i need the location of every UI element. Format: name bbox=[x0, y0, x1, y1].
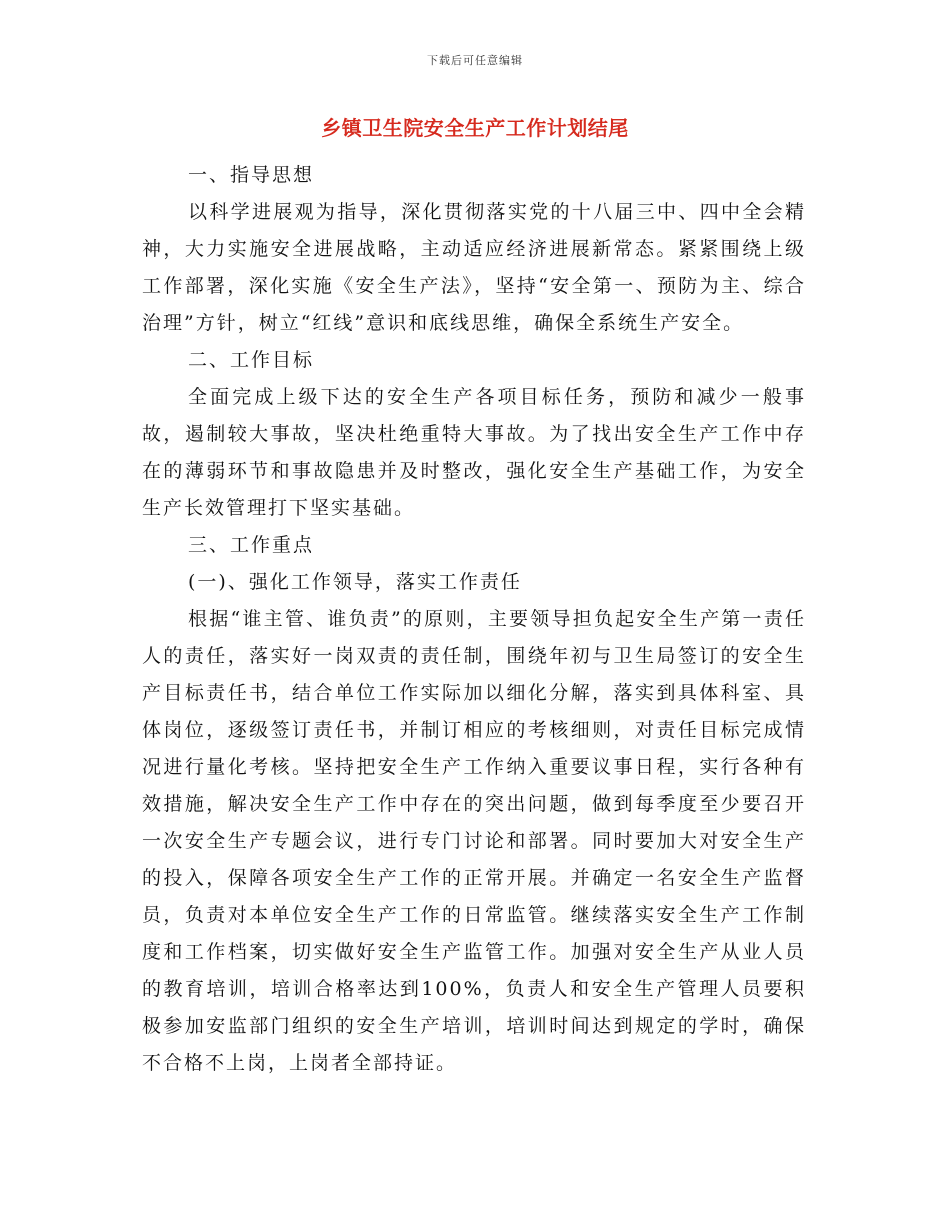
paragraph-leadership: 根据“谁主管、谁负责”的原则，主要领导担负起安全生产第一责任人的责任，落实好一岗双责的责任制，围绕年初与卫生局签订的安全生产目标责任书，结合单位工作实际加以细化分解，落实到具体科室、具体岗位，逐级签订责任书，并制订相应的考核细则，对责任目标完成情况进行量化考核。坚持把安全生产工作纳入重要议事日程，实行各种有效措施，解决安全生产工作中存在的突出问题，做到每季度至少要召开一次安全生产专题会议，进行专门讨论和部署。同时要加大对安全生产的投入，保障各项安全生产工作的正常开展。并确定一名安全生产监督员，负责对本单位安全生产工作的日常监管。继续落实安全生产工作制度和工作档案，切实做好安全生产监管工作。加强对安全生产从业人员的教育培训，培训合格率达到100%，负责人和安全生产管理人员要积极参加安监部门组织的安全生产培训，培训时间达到规定的学时，确保不合格不上岗，上岗者全部持证。 bbox=[142, 608, 806, 1074]
paragraph-guiding-ideology: 以科学进展观为指导，深化贯彻落实党的十八届三中、四中全会精神，大力实施安全进展战略，主动适应经济进展新常态。紧紧围绕上级工作部署，深化实施《安全生产法》，坚持“安全第一、预防为主、综合治理”方针，树立“红线”意识和底线思维，确保全系统生产安全。 bbox=[142, 201, 806, 334]
subsection-heading-leadership: (一)、强化工作领导，落实工作责任 bbox=[188, 571, 522, 593]
section-heading-work-focus: 三、工作重点 bbox=[188, 534, 315, 556]
page-header: 下载后可任意编辑 bbox=[427, 54, 523, 67]
section-heading-guiding-ideology: 一、指导思想 bbox=[188, 164, 315, 186]
document-body bbox=[142, 157, 806, 1082]
section-heading-work-goals: 二、工作目标 bbox=[188, 349, 315, 371]
document-title: 乡镇卫生院安全生产工作计划结尾 bbox=[321, 116, 629, 140]
paragraph-work-goals: 全面完成上级下达的安全生产各项目标任务，预防和减少一般事故，遏制较大事故，坚决杜绝重特大事故。为了找出安全生产工作中存在的薄弱环节和事故隐患并及时整改，强化安全生产基础工作，为安全生产长效管理打下坚实基础。 bbox=[142, 386, 806, 519]
